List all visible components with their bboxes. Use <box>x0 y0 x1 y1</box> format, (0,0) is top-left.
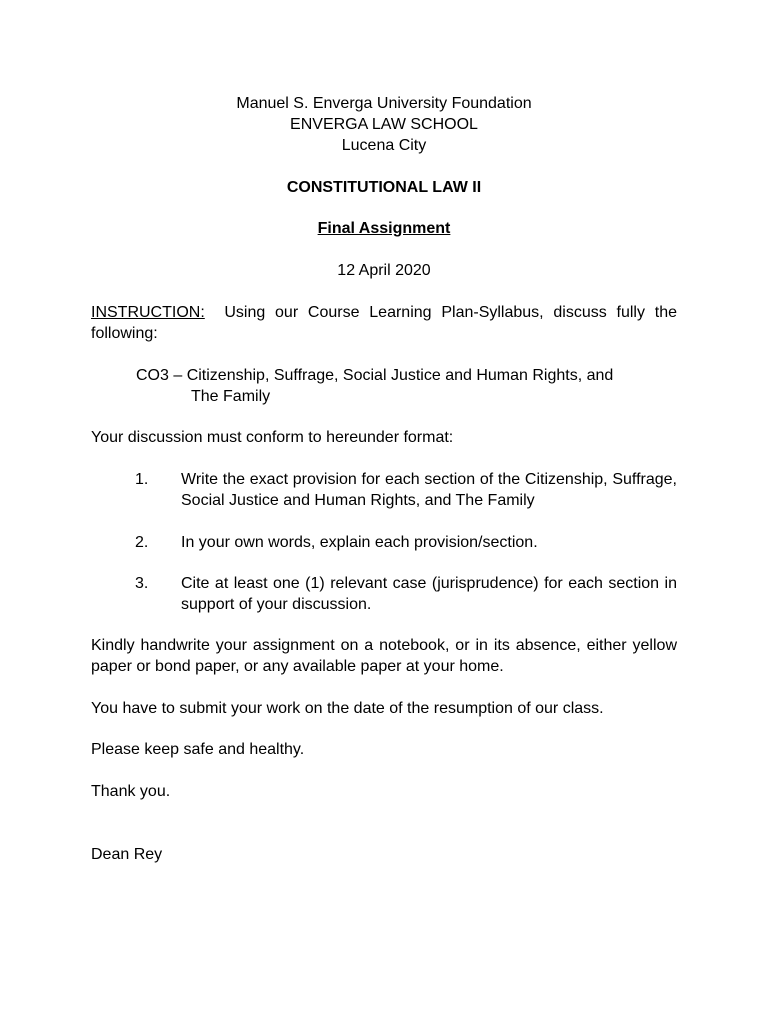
list-item-text: In your own words, explain each provision/section. <box>181 534 538 551</box>
school-name: ENVERGA LAW SCHOOL <box>290 116 478 133</box>
safety-note: Please keep safe and healthy. <box>91 741 305 758</box>
list-item-number: 3. <box>135 575 149 592</box>
instruction-label: INSTRUCTION: <box>91 304 205 321</box>
course-outcome <box>136 365 696 407</box>
list-item-text: Cite at least one (1) relevant case (jurisprudence) for each section in support of your discussion. <box>181 575 677 613</box>
format-intro: Your discussion must conform to hereunder format: <box>91 429 454 446</box>
assignment-date: 12 April 2020 <box>337 262 431 279</box>
instruction-text: Using our Course Learning Plan-Syllabus, discuss fully the following: <box>91 304 677 342</box>
course-title: CONSTITUTIONAL LAW II <box>286 179 482 196</box>
instruction-paragraph <box>91 302 677 344</box>
assignment-title-wrap <box>0 219 768 239</box>
submission-note: You have to submit your work on the date of the resumption of our class. <box>91 700 604 717</box>
institution-name: Manuel S. Enverga University Foundation <box>236 95 532 112</box>
signature: Dean Rey <box>91 846 163 863</box>
course-outcome-line-2: The Family <box>191 388 271 405</box>
list-item-text: Write the exact provision for each section of the Citizenship, Suffrage, Social Justice and Human Rights, and The Family <box>181 471 677 509</box>
city-name: Lucena City <box>341 137 427 154</box>
assignment-title: Final Assignment <box>317 220 451 237</box>
list-item-number: 1. <box>135 471 149 488</box>
handwrite-note: Kindly handwrite your assignment on a notebook, or in its absence, either yellow paper or bond paper, or any available paper at your home. <box>91 637 677 675</box>
thanks-note: Thank you. <box>91 783 171 800</box>
course-outcome-line-1: CO3 – Citizenship, Suffrage, Social Justice and Human Rights, and <box>136 367 614 384</box>
list-item-number: 2. <box>135 534 149 551</box>
